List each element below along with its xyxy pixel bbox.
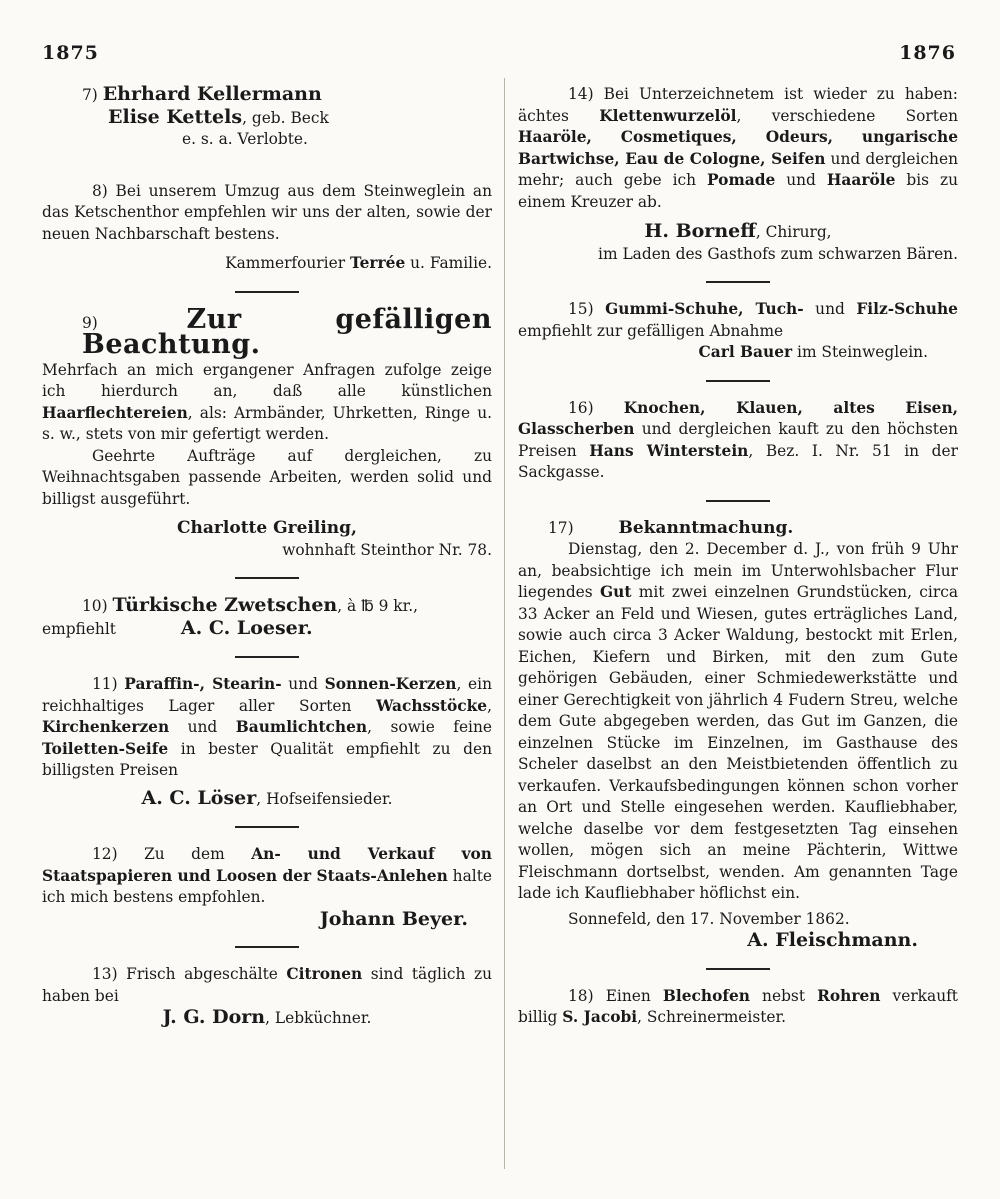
ad-9: [42, 303, 492, 562]
ad-highlight: Sonnen-Kerzen: [324, 675, 457, 693]
ad-number: 14): [568, 85, 594, 103]
ad-text: in bester Qualität empfiehlt zu den billigsten Preisen: [42, 739, 492, 779]
ad-text: und: [281, 675, 325, 693]
ad-text: , verschiedene Sorten: [736, 106, 958, 125]
ad-highlight: Filz-Schuhe: [856, 300, 958, 318]
ad-number: 18): [568, 986, 594, 1005]
ad-highlight: Haaröle, Cosmetiques, Odeurs, ungarische Bartwichse, Eau de Cologne, Seifen: [518, 128, 958, 168]
ad-text: Einen: [605, 986, 663, 1005]
ad-text: empfiehlt: [42, 619, 116, 638]
ad-number: 8): [92, 181, 108, 200]
ad-text: mit zwei einzelnen Grundstücken, circa 33 Acker an Feld und Wiesen, gutes erträgliches Land, sowie auch circa 3 Acker Waldung, bestockt mit Erlen, Eichen, Kiefern und Birken, mit den zum Gute gehörigen Gebäuden, einer Schmiedewerkstätte und einer Gerechtigkeit von jährlich 4 Fudern Streu, welche dem Gute abgegeben werden, das Gut im Ganzen, die einzelnen Stücke im Einzelnen, im Gasthause des Scheler daselbst an den Meistbietenden öffentlich zu verkaufen. Verkaufsbedingungen können schon vorher an Ort und Stelle eingesehen werden. Kaufliebhaber, welche daselbe vor dem festgesetzten Tag einsehen wollen, mögen sich an meine Pächterin, Wittwe Fleischmann dortselbst, wenden. Am genannten Tage lade ich Kaufliebhaber höflichst ein.: [518, 583, 958, 902]
ad-text: , Hofseifensieder.: [256, 789, 393, 808]
ad-highlight: Toiletten-Seife: [42, 739, 169, 758]
ad-text: und: [775, 171, 827, 189]
ad-text: , à ℔ 9 kr.,: [337, 597, 419, 615]
ad-text: Bei unserem Umzug aus dem Steinweglein an das Ketschenthor empfehlen wir uns der alten, sowie der neuen Nachbarschaft bestens.: [42, 181, 492, 243]
ad-highlight: S. Jacobi: [562, 1008, 638, 1026]
ad-text: Mehrfach an mich ergangener Anfragen zufolge zeige ich hierdurch an, daß alle künstlichen: [42, 360, 492, 400]
ad-place-date: Sonnefeld, den 17. November 1862.: [568, 909, 850, 928]
separator-rule: [235, 946, 299, 948]
ad-number: 7): [82, 86, 98, 104]
separator-rule: [235, 577, 299, 579]
ad-11: [42, 674, 492, 810]
ad-text: Bei Unterzeichnetem ist wieder zu haben: ächtes: [518, 85, 958, 125]
ad-text: im Steinweglein.: [792, 343, 928, 361]
ad-highlight: Klettenwurzelöl: [599, 106, 737, 125]
ad-number: 9): [82, 313, 98, 332]
separator-rule: [706, 500, 770, 502]
ad-text: sind täglich zu haben bei: [42, 965, 492, 1005]
ad-text: Dienstag, den 2. December d. J., von früh 9 Uhr an, beabsichtige ich mein im Unterwohlsbacher Flur liegendes: [518, 540, 958, 601]
ad-highlight: Wachsstöcke: [376, 696, 488, 715]
ad-text: Frisch abgeschälte: [126, 965, 287, 983]
ad-text: , Chirurg,: [755, 223, 832, 241]
ad-number: 15): [568, 300, 594, 318]
ad-highlight: Haaröle: [826, 171, 896, 189]
ad-highlight: Citronen: [286, 965, 363, 983]
ad-8: [42, 181, 492, 275]
ad-number: 11): [92, 675, 118, 693]
ad-title: Bekanntmachung.: [618, 517, 794, 538]
ad-10: [42, 595, 492, 640]
ad-15: [518, 299, 958, 364]
ad-address: wohnhaft Steinthor Nr. 78.: [282, 540, 492, 559]
ad-text: , sowie feine: [367, 718, 492, 736]
ad-number: 16): [568, 398, 594, 417]
ad-text: und dergleichen kauft zu den höchsten Preisen: [518, 420, 958, 460]
ad-text: , Bez. I. Nr. 51 in der Sackgasse.: [518, 441, 958, 481]
ad-text: , Lebküchner.: [265, 1009, 372, 1027]
separator-rule: [235, 291, 299, 293]
separator-rule: [235, 826, 299, 828]
ad-signature: A. C. Löser: [141, 786, 257, 809]
ad-highlight: Gummi-Schuhe, Tuch-: [605, 300, 804, 318]
ad-highlight: Rohren: [817, 986, 881, 1005]
ad-highlight: Pomade: [707, 171, 776, 189]
ad-text: halte ich mich bestens empfohlen.: [42, 866, 492, 906]
ad-name: Ehrhard Kellermann: [102, 83, 322, 105]
ad-text: , Schreinermeister.: [637, 1008, 787, 1026]
ad-text: , geb. Beck: [242, 108, 329, 127]
left-column: [42, 84, 492, 1030]
ad-signature: A. C. Loeser.: [180, 616, 313, 639]
page-number-right: 1876: [899, 42, 956, 64]
ad-number: 10): [82, 597, 108, 615]
ad-signature: H. Borneff: [644, 220, 756, 242]
page-number-left: 1875: [42, 42, 99, 64]
right-column: [518, 84, 958, 1029]
ad-signature: Carl Bauer: [698, 343, 793, 361]
ad-text: verkauft billig: [518, 986, 958, 1026]
ad-text: und: [169, 718, 236, 736]
ad-text: Geehrte Aufträge auf dergleichen, zu Weihnachtsgaben passende Arbeiten, werden solid und billigst ausgeführt.: [42, 446, 492, 508]
ad-highlight: Paraffin-, Stearin-: [124, 675, 282, 693]
ad-text: Kammerfourier: [225, 254, 350, 272]
ad-text: Zu dem: [144, 845, 252, 863]
separator-rule: [706, 281, 770, 283]
ad-highlight: Gut: [600, 583, 632, 601]
ad-text: nebst: [749, 986, 818, 1005]
ad-text: u. Familie.: [405, 254, 492, 272]
ad-16: [518, 398, 958, 484]
ad-text: ,: [487, 696, 492, 715]
ad-highlight: An- und Verkauf von Staatspapieren und Loosen der Staats-Anlehen: [42, 845, 492, 885]
column-divider: [504, 78, 505, 1169]
ad-12: [42, 844, 492, 930]
ad-number: 17): [548, 518, 574, 537]
ad-highlight: Haarflechtereien: [42, 403, 188, 422]
ad-7: [42, 84, 492, 151]
ad-highlight: Blechofen: [662, 986, 750, 1005]
ad-name: Elise Kettels: [108, 105, 243, 128]
ad-text: und dergleichen mehr; auch gebe ich: [518, 149, 958, 189]
ad-text: , ein reichhaltiges Lager aller Sorten: [42, 675, 492, 715]
separator-rule: [235, 656, 299, 658]
separator-rule: [706, 380, 770, 382]
ad-signature: J. G. Dorn: [162, 1006, 266, 1028]
ad-number: 12): [92, 845, 118, 863]
ad-highlight: Knochen, Klauen, altes Eisen, Glasscherben: [518, 398, 958, 438]
ad-signature: A. Fleischmann.: [747, 929, 918, 951]
ad-address: im Laden des Gasthofs zum schwarzen Bären.: [598, 244, 958, 263]
ad-text: und: [803, 300, 857, 318]
ad-number: 13): [92, 965, 118, 983]
ad-text: bis zu einem Kreuzer ab.: [518, 171, 958, 211]
ad-18: [518, 986, 958, 1029]
ad-text: empfiehlt zur gefälligen Abnahme: [518, 321, 784, 340]
ad-signature: Charlotte Greiling,: [177, 518, 357, 538]
separator-rule: [706, 968, 770, 970]
ad-title: Zur gefälligen Beachtung.: [82, 303, 492, 360]
ad-highlight: Hans Winterstein: [589, 441, 749, 460]
ad-17: [518, 518, 958, 952]
ad-13: [42, 964, 492, 1030]
ad-signature: Terrée: [349, 254, 406, 272]
ad-note: e. s. a. Verlobte.: [182, 130, 308, 148]
ad-text: , als: Armbänder, Uhrketten, Ringe u. s. w., stets von mir gefertigt werden.: [42, 403, 492, 443]
ad-signature: Johann Beyer.: [319, 907, 468, 930]
ad-highlight: Kirchenkerzen: [42, 718, 170, 736]
ad-14: [518, 84, 958, 265]
ad-item: Türkische Zwetschen: [112, 594, 338, 616]
ad-highlight: Baumlichtchen: [235, 718, 368, 736]
